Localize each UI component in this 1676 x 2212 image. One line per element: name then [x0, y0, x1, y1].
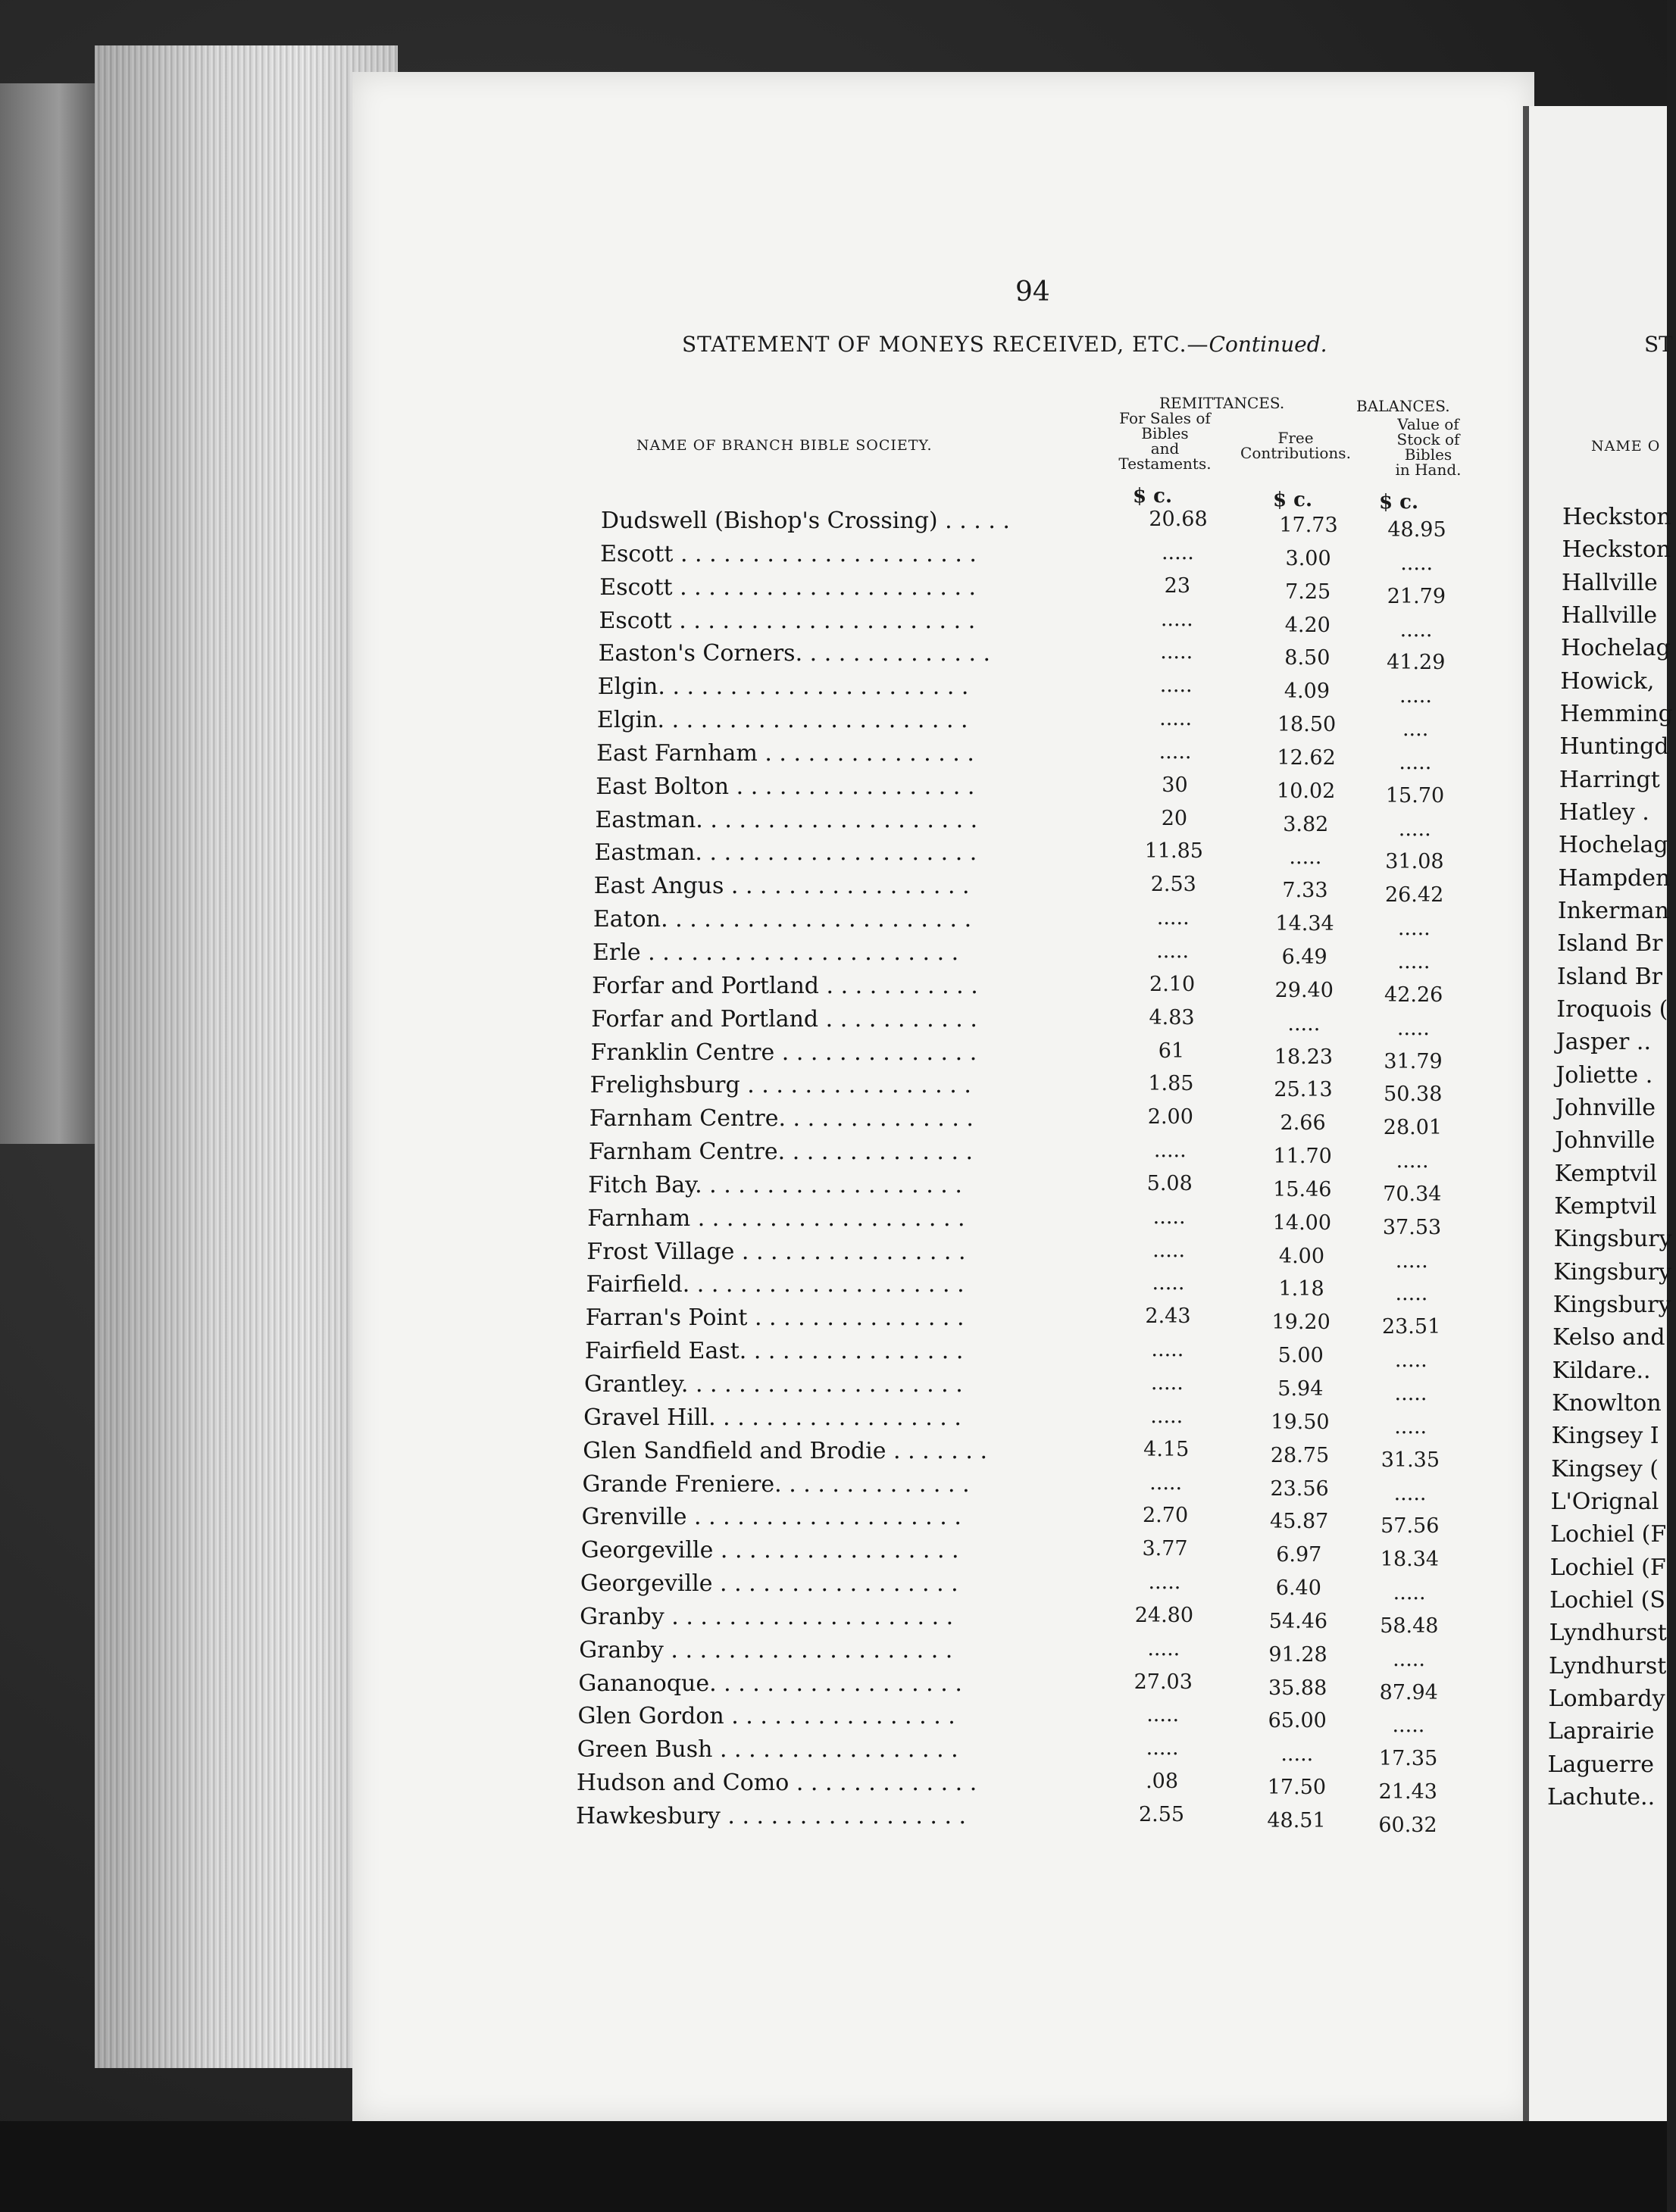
society-name: Franklin Centre . . . . . . . . . . . . . .	[590, 1039, 977, 1066]
sales-cell: 61	[1158, 1039, 1185, 1063]
value-cell: 31.08	[1385, 850, 1444, 874]
table-row	[0, 1238, 1523, 1273]
free-cell: 23.56	[1270, 1476, 1329, 1501]
society-name: Hawkesbury . . . . . . . . . . . . . . . . .	[576, 1803, 967, 1829]
free-cell: 1.18	[1278, 1277, 1324, 1301]
table-row	[0, 1039, 1523, 1071]
sales-cell: .....	[1160, 607, 1193, 631]
table-row	[0, 1670, 1523, 1702]
free-cell: 91.28	[1268, 1642, 1327, 1667]
table-row	[0, 1471, 1523, 1503]
table-row	[0, 1570, 1523, 1605]
value-cell: 42.26	[1384, 983, 1443, 1007]
table-row	[0, 1205, 1523, 1237]
table-row	[0, 1770, 1523, 1804]
table-row	[0, 1371, 1523, 1403]
sales-cell: 2.55	[1138, 1803, 1185, 1826]
free-cell: 19.50	[1271, 1410, 1330, 1434]
right-page-row: Kingsbury	[1553, 1258, 1671, 1286]
table-row	[0, 1803, 1523, 1835]
table-row	[0, 1072, 1523, 1107]
table-row	[0, 1338, 1523, 1373]
society-name: Green Bush . . . . . . . . . . . . . . . . .	[577, 1736, 958, 1764]
right-page-row: Johnville	[1555, 1127, 1656, 1154]
name-column-header: NAME OF BRANCH BIBLE SOCIETY.	[636, 437, 933, 454]
free-cell: 11.70	[1273, 1145, 1332, 1169]
free-cell: .....	[1280, 1742, 1314, 1767]
sales-header-line: Bibles	[1141, 424, 1189, 442]
free-cell: 2.66	[1280, 1111, 1326, 1136]
currency-label-free: $ c.	[1273, 489, 1313, 511]
free-cell: 5.00	[1277, 1344, 1324, 1368]
society-name: Grantley. . . . . . . . . . . . . . . . . . . .	[584, 1371, 963, 1398]
currency-label-value: $ c.	[1379, 491, 1419, 514]
sales-cell: 2.70	[1143, 1504, 1189, 1528]
value-cell: 60.32	[1378, 1814, 1437, 1837]
right-page-row: Inkerman	[1557, 898, 1669, 924]
right-page-row: Hallville	[1561, 602, 1658, 629]
free-cell: 4.00	[1278, 1244, 1325, 1268]
value-cell: .....	[1400, 551, 1434, 575]
value-cell: 23.51	[1381, 1315, 1441, 1339]
value-cell: .....	[1394, 1414, 1427, 1439]
society-name: East Farnham . . . . . . . . . . . . . . .	[596, 739, 974, 767]
society-name: Glen Sandfield and Brodie . . . . . . .	[583, 1437, 987, 1464]
table-row	[0, 607, 1523, 642]
society-name: East Angus . . . . . . . . . . . . . . . . .	[593, 873, 970, 900]
sales-cell: .....	[1150, 1371, 1184, 1395]
right-page-row: Howick,	[1560, 667, 1655, 695]
value-cell: .....	[1399, 617, 1433, 642]
right-page-row: Jasper ..	[1556, 1029, 1651, 1056]
sales-cell: .08	[1146, 1770, 1179, 1794]
free-cell: 29.40	[1274, 978, 1334, 1002]
sales-cell: .....	[1152, 1271, 1185, 1295]
society-name: Forfar and Portland . . . . . . . . . . .	[591, 1005, 977, 1033]
society-name: Eastman. . . . . . . . . . . . . . . . . . . .	[594, 839, 977, 867]
table-row	[0, 1537, 1523, 1572]
value-cell: .....	[1395, 1282, 1428, 1306]
sales-cell: .....	[1151, 1338, 1184, 1362]
table-row	[0, 1736, 1523, 1771]
table-row	[0, 707, 1523, 742]
value-cell: 31.35	[1381, 1448, 1440, 1472]
right-page-row: Island Br	[1557, 930, 1663, 958]
society-name: Forfar and Portland . . . . . . . . . . .	[592, 972, 978, 999]
free-cell: 3.00	[1285, 546, 1331, 570]
value-cell: 41.29	[1387, 651, 1446, 675]
free-cell: 12.62	[1277, 745, 1336, 770]
right-page-row: Lochiel (S	[1549, 1587, 1665, 1614]
value-cell: 70.34	[1383, 1182, 1442, 1206]
right-page-row: Lombardy	[1548, 1686, 1665, 1712]
table-row	[0, 1404, 1523, 1439]
society-name: Glen Gordon . . . . . . . . . . . . . . . .	[577, 1703, 955, 1730]
value-cell: 87.94	[1379, 1680, 1438, 1704]
right-page-row: Hatley .	[1559, 799, 1649, 826]
right-page-row: Johnville	[1555, 1095, 1656, 1121]
right-page-row: Huntingd	[1559, 733, 1669, 761]
balances-header: BALANCES.	[1356, 397, 1450, 415]
right-page-row: Lochiel (F	[1549, 1554, 1666, 1581]
society-name: Fairfield. . . . . . . . . . . . . . . . . . . .	[586, 1271, 965, 1298]
table-row	[0, 1271, 1523, 1306]
sales-cell: .....	[1153, 1139, 1187, 1163]
value-header-line: in Hand.	[1395, 461, 1462, 479]
free-cell: 14.00	[1272, 1211, 1332, 1235]
free-cell: 4.20	[1284, 613, 1330, 637]
sales-header-line: Testaments.	[1118, 455, 1212, 473]
free-cell: 14.34	[1275, 912, 1334, 936]
free-cell: 45.87	[1270, 1510, 1329, 1534]
table-row	[0, 740, 1523, 772]
society-name: Elgin. . . . . . . . . . . . . . . . . . . . . .	[597, 673, 969, 701]
value-cell: .....	[1394, 1382, 1427, 1405]
sales-cell: 2.53	[1150, 873, 1196, 897]
value-header-line: Stock of	[1396, 430, 1460, 448]
free-cell: 6.97	[1276, 1543, 1322, 1567]
right-page-row: Lyndhurst	[1549, 1620, 1667, 1647]
value-cell: 21.43	[1378, 1780, 1437, 1804]
right-page-row: Kelso and	[1552, 1324, 1665, 1351]
value-header-line: Value of	[1397, 415, 1459, 433]
right-page-row: Knowlton	[1552, 1390, 1662, 1417]
table-row	[0, 1438, 1523, 1470]
right-page-row: Kingsey (	[1551, 1455, 1659, 1482]
table-row	[0, 906, 1523, 941]
value-cell: 57.56	[1381, 1514, 1440, 1539]
page-number: 94	[1015, 276, 1050, 308]
society-name: Frost Village . . . . . . . . . . . . . . . .	[586, 1238, 966, 1265]
free-cell: 65.00	[1268, 1709, 1327, 1733]
sales-header-line: For Sales of	[1119, 409, 1211, 427]
society-name: Grande Freniere. . . . . . . . . . . . . .	[582, 1470, 970, 1498]
value-cell: .....	[1398, 817, 1431, 841]
society-name: East Bolton . . . . . . . . . . . . . . . . .	[596, 773, 975, 800]
sales-cell: .....	[1159, 673, 1193, 698]
table-row	[0, 873, 1523, 908]
right-page-row: Hochelag	[1560, 635, 1671, 662]
value-cell: .....	[1393, 1647, 1425, 1671]
free-cell: 6.40	[1275, 1576, 1321, 1601]
right-page-row: Heckston	[1562, 504, 1671, 530]
right-page-row: Laguerre	[1547, 1751, 1655, 1778]
table-row	[0, 839, 1523, 874]
table-row	[0, 640, 1523, 675]
table-row	[0, 673, 1523, 708]
free-cell: 54.46	[1268, 1609, 1328, 1633]
society-name: Grenville . . . . . . . . . . . . . . . . . . .	[581, 1504, 962, 1531]
society-name: Escott . . . . . . . . . . . . . . . . . . . . .	[599, 607, 976, 634]
value-cell: .....	[1393, 1481, 1427, 1505]
sales-cell: 20.68	[1149, 508, 1208, 531]
value-cell: .....	[1399, 684, 1432, 708]
society-name: Georgeville . . . . . . . . . . . . . . . . .	[580, 1570, 958, 1598]
society-name: Gananoque. . . . . . . . . . . . . . . . . .	[578, 1670, 962, 1697]
value-cell: 21.79	[1387, 584, 1446, 608]
right-page-row: Kingsbury	[1553, 1226, 1672, 1253]
free-cell: 7.25	[1285, 580, 1331, 604]
free-cell: .....	[1289, 845, 1322, 870]
society-name: Gravel Hill. . . . . . . . . . . . . . . . . .	[583, 1404, 962, 1431]
sales-cell: .....	[1152, 1204, 1186, 1229]
sales-cell: .....	[1159, 739, 1192, 764]
sales-cell: 1.85	[1148, 1072, 1194, 1096]
value-cell: 17.35	[1378, 1747, 1438, 1771]
free-cell: 25.13	[1274, 1078, 1333, 1102]
right-page-row: Hampden	[1558, 864, 1671, 892]
free-cell: 48.51	[1267, 1809, 1326, 1832]
value-cell: .....	[1399, 750, 1432, 774]
right-page-row: Kemptvil	[1554, 1193, 1657, 1220]
table-row	[0, 574, 1523, 606]
value-cell: 37.53	[1382, 1215, 1442, 1239]
value-cell: .....	[1393, 1581, 1426, 1605]
sales-header-line: and	[1150, 439, 1180, 458]
sales-cell: .....	[1160, 640, 1193, 664]
society-name: Fitch Bay. . . . . . . . . . . . . . . . . . .	[588, 1171, 962, 1198]
value-cell: .....	[1392, 1714, 1425, 1738]
sales-cell: 3.77	[1142, 1537, 1188, 1561]
free-header-line: Free	[1277, 429, 1314, 447]
society-name: Escott . . . . . . . . . . . . . . . . . . . . .	[600, 540, 977, 567]
free-cell: 6.49	[1281, 945, 1327, 969]
free-cell: 3.82	[1283, 812, 1329, 836]
table-row	[0, 1637, 1523, 1669]
value-cell: .....	[1395, 1248, 1428, 1273]
free-cell: 28.75	[1270, 1443, 1330, 1467]
table-row	[0, 1304, 1523, 1339]
free-cell: 18.50	[1277, 713, 1337, 737]
right-page-row: Laprairie	[1548, 1718, 1655, 1745]
free-cell: 17.50	[1267, 1776, 1327, 1800]
right-page-name-header: NAME O	[1591, 438, 1661, 455]
free-cell: 17.73	[1279, 514, 1338, 537]
value-cell: ....	[1402, 717, 1429, 742]
value-cell: .....	[1396, 1149, 1429, 1173]
society-name: Dudswell (Bishop's Crossing) . . . . .	[601, 508, 1010, 534]
right-page-row: Kildare..	[1552, 1357, 1651, 1384]
sales-cell: 4.83	[1149, 1005, 1195, 1029]
free-cell: 10.02	[1277, 779, 1336, 803]
table-row	[0, 1105, 1523, 1140]
society-name: Granby . . . . . . . . . . . . . . . . . . . .	[580, 1603, 954, 1630]
remittances-header: REMITTANCES.	[1159, 394, 1285, 412]
sales-cell: 20	[1161, 806, 1188, 830]
society-name: Erle . . . . . . . . . . . . . . . . . . . . . .	[593, 939, 959, 966]
right-page-title: ST	[1644, 332, 1673, 357]
value-cell: .....	[1397, 950, 1431, 973]
value-cell: 58.48	[1380, 1614, 1439, 1638]
right-page-row: Hochelag	[1558, 832, 1668, 859]
free-cell: 35.88	[1268, 1676, 1327, 1700]
free-cell: 8.50	[1284, 646, 1330, 670]
right-page-row: Iroquois (	[1556, 996, 1668, 1023]
society-name: Eastman. . . . . . . . . . . . . . . . . . . .	[595, 806, 978, 833]
table-row	[0, 1703, 1523, 1738]
right-page-row: Harringt	[1559, 766, 1660, 793]
right-page-row: Lyndhurst	[1549, 1652, 1667, 1679]
sales-cell: 24.80	[1134, 1603, 1194, 1627]
society-name: Granby . . . . . . . . . . . . . . . . . . . .	[579, 1636, 953, 1664]
sales-cell: .....	[1161, 540, 1194, 564]
society-name: Easton's Corners. . . . . . . . . . . . . .	[598, 640, 991, 667]
free-cell: .....	[1287, 1011, 1321, 1036]
sales-cell: .....	[1146, 1703, 1180, 1727]
sales-cell: .....	[1148, 1570, 1181, 1595]
society-name: Georgeville . . . . . . . . . . . . . . . . .	[580, 1537, 959, 1564]
society-name: Farnham . . . . . . . . . . . . . . . . . . .	[587, 1204, 965, 1232]
table-row	[0, 807, 1523, 839]
currency-label-sales: $ c.	[1133, 485, 1173, 508]
society-name: Eaton. . . . . . . . . . . . . . . . . . . . . .	[593, 906, 972, 933]
society-name: Fairfield East. . . . . . . . . . . . . . . .	[584, 1338, 964, 1365]
right-page-row: Lochiel (F	[1550, 1521, 1667, 1548]
society-name: Farnham Centre. . . . . . . . . . . . . .	[589, 1105, 974, 1133]
page-title-main: STATEMENT OF MONEYS RECEIVED, ETC.—	[682, 332, 1209, 357]
table-row	[0, 1006, 1523, 1038]
society-name: Hudson and Como . . . . . . . . . . . . .	[576, 1770, 977, 1797]
right-page-row: Heckston	[1562, 536, 1671, 564]
right-page-row: Kingsbury	[1552, 1292, 1671, 1318]
society-name: Elgin. . . . . . . . . . . . . . . . . . . . . .	[596, 707, 968, 734]
value-cell: .....	[1397, 917, 1431, 941]
sales-cell: 4.15	[1143, 1437, 1190, 1461]
value-cell: 50.38	[1384, 1083, 1443, 1107]
free-cell: 4.09	[1284, 680, 1330, 704]
right-page-row: Island Br	[1556, 963, 1662, 990]
society-name: Farran's Point . . . . . . . . . . . . . . .	[585, 1304, 965, 1332]
free-cell: 15.46	[1273, 1177, 1332, 1201]
value-cell: 31.79	[1384, 1049, 1443, 1073]
table-row	[0, 1504, 1523, 1539]
right-page-row: Kingsey I	[1551, 1423, 1659, 1450]
table-row	[0, 939, 1523, 971]
table-row	[0, 972, 1523, 1007]
sales-cell: 5.08	[1146, 1171, 1193, 1195]
value-cell: 48.95	[1387, 518, 1446, 542]
value-cell: 18.34	[1380, 1548, 1440, 1572]
value-cell: 15.70	[1385, 783, 1445, 808]
page-title-continued: Continued.	[1209, 332, 1327, 357]
free-cell: 5.94	[1277, 1377, 1324, 1401]
free-cell: 7.33	[1282, 879, 1328, 903]
free-cell: 19.20	[1271, 1311, 1330, 1335]
sales-cell: .....	[1152, 1238, 1186, 1262]
right-page-row: Kemptvil	[1554, 1160, 1657, 1187]
table-row	[0, 1604, 1523, 1636]
sales-cell: 2.10	[1149, 972, 1196, 996]
sales-cell: 23	[1164, 573, 1191, 598]
value-cell: 28.01	[1383, 1116, 1443, 1140]
sales-cell: .....	[1149, 1470, 1183, 1495]
free-header-line: Contributions.	[1240, 444, 1351, 462]
sales-cell: 2.43	[1145, 1304, 1191, 1329]
society-name: Escott . . . . . . . . . . . . . . . . . . . . .	[599, 573, 977, 601]
table-row	[0, 541, 1523, 573]
right-page-row: Joliette .	[1556, 1061, 1653, 1089]
right-page-row: Hallville	[1561, 569, 1658, 596]
value-cell: 26.42	[1384, 883, 1444, 908]
sales-cell: .....	[1156, 939, 1190, 963]
table-row	[0, 1172, 1523, 1204]
sales-cell: .....	[1159, 707, 1193, 731]
sales-cell: 11.85	[1144, 839, 1203, 864]
right-page-row: Lachute..	[1547, 1784, 1656, 1811]
sales-cell: .....	[1146, 1736, 1179, 1761]
sales-cell: 2.00	[1147, 1105, 1193, 1129]
society-name: Frelighsburg . . . . . . . . . . . . . . . .	[589, 1072, 971, 1099]
right-page-row: L'Orignal	[1550, 1489, 1659, 1515]
right-page-row: Hemming	[1559, 701, 1673, 727]
table-row	[0, 1139, 1523, 1173]
sales-cell: 30	[1162, 773, 1188, 797]
sales-cell: 27.03	[1133, 1670, 1193, 1694]
sales-cell: .....	[1147, 1636, 1180, 1661]
value-cell: .....	[1394, 1348, 1427, 1373]
table-row	[0, 773, 1523, 808]
table-row	[0, 508, 1523, 542]
society-name: Farnham Centre. . . . . . . . . . . . . .	[588, 1139, 974, 1166]
free-cell: 18.23	[1274, 1045, 1334, 1069]
value-header-line: Bibles	[1404, 445, 1452, 464]
sales-cell: .....	[1150, 1404, 1184, 1428]
value-cell: .....	[1396, 1016, 1430, 1040]
sales-cell: .....	[1156, 906, 1190, 930]
